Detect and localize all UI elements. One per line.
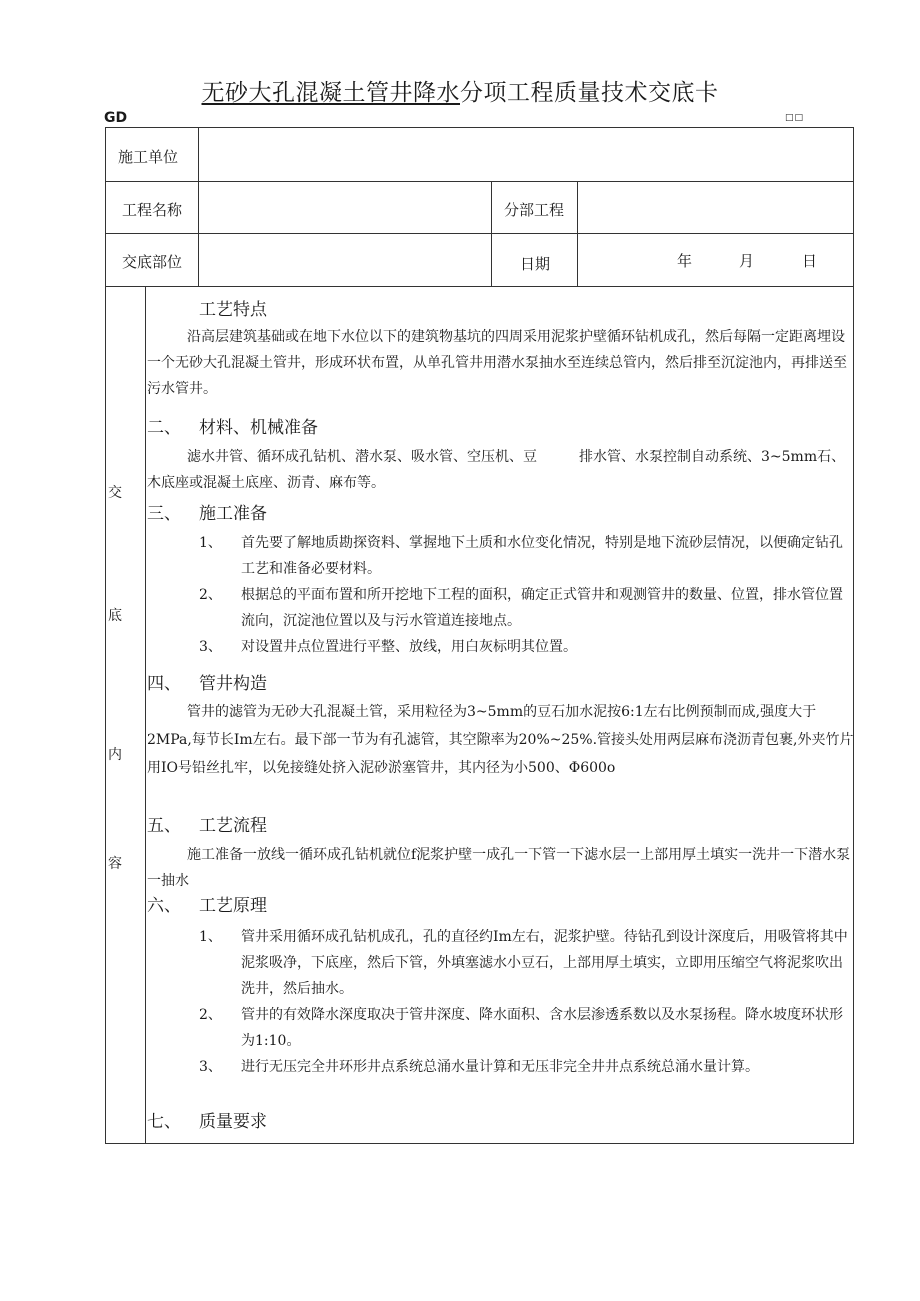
- row-divider: [105, 181, 854, 182]
- section-heading: 四、 管井构造: [147, 674, 267, 694]
- project-name-label: 工程名称: [122, 201, 183, 219]
- title-underlined-part: 无砂大孔混凝土管井降水: [201, 80, 460, 106]
- section-text: 管井的滤管为无砂大孔混凝土管，采用粒径为3~5mm的豆石加水泥按6:1左右比例预制而成,强度大于2MPa,每节长Im左右。最下部一节为有孔滤管，其空隙率为20%~25%.管接头处用两层麻布浇沥青包裹,外夹竹片用IO号铅丝扎牢，以免接缝处挤入泥砂淤塞管井，其内径为小500、Φ600o: [147, 704, 854, 776]
- section-heading: 三、 施工准备: [147, 504, 267, 524]
- col-divider: [198, 127, 199, 286]
- section-heading: 工艺特点: [199, 300, 267, 320]
- section-4: [147, 670, 855, 782]
- section-text: 沿高层建筑基础或在地下水位以下的建筑物基坑的四周采用泥浆护壁循环钻机成孔，然后每隔一定距离埋设一个无砂大孔混凝土管井，形成环状布置，从单孔管井用潜水泵抽水至连续总管内，然后排至沉淀池内，再排送至污水管井。: [147, 329, 847, 397]
- section-5: [147, 812, 855, 894]
- col-divider: [145, 286, 146, 1144]
- corner-mark: □□: [785, 113, 805, 123]
- col-divider: [491, 181, 492, 286]
- section-text: 滤水井管、循环成孔钻机、潜水泵、吸水管、空压机、豆 排水管、水泵控制自动系统、3~5mm石、木底座或混凝土底座、沥青、麻布等。: [147, 449, 846, 491]
- side-label-char: 内: [108, 747, 122, 763]
- row-divider: [105, 286, 854, 287]
- col-divider: [577, 181, 578, 286]
- section-7: [147, 1108, 855, 1136]
- section-3: [147, 500, 855, 660]
- list-item: 3、 对设置井点位置进行平整、放线，用白灰标明其位置。: [199, 639, 577, 655]
- date-month: 月: [739, 252, 755, 270]
- date-year: 年: [677, 252, 693, 270]
- side-label-char: 底: [108, 608, 122, 624]
- document-title: [0, 74, 920, 107]
- section-heading: 五、 工艺流程: [147, 816, 267, 836]
- content-area: [147, 296, 855, 1136]
- list-item: 2、 管井的有效降水深度取决于管井深度、降水面积、含水层渗透系数以及水泵扬程。降水坡度环状形为1:10。: [199, 1007, 843, 1049]
- division-label: 分部工程: [504, 201, 565, 219]
- section-2: [147, 414, 855, 496]
- title-rest: 分项工程质量技术交底卡: [460, 80, 719, 106]
- list-item: 3、 进行无压完全井环形井点系统总涌水量计算和无压非完全井井点系统总涌水量计算。: [199, 1059, 759, 1075]
- side-label-char: 交: [108, 485, 122, 501]
- section-heading: 六、 工艺原理: [147, 896, 267, 916]
- form-code: GD: [104, 110, 128, 126]
- section-heading: 二、 材料、机械准备: [147, 418, 318, 438]
- date-label: 日期: [520, 255, 551, 273]
- list-item: 1、 首先要了解地质勘探资料、掌握地下土质和水位变化情况，特别是地下流砂层情况，以便确定钻孔工艺和准备必要材料。: [199, 535, 843, 577]
- side-label-char: 容: [108, 856, 122, 872]
- section-6: [147, 894, 855, 1080]
- row-divider: [105, 233, 854, 234]
- unit-label: 施工单位: [118, 148, 179, 166]
- list-item: 1、 管井采用循环成孔钻机成孔，孔的直径约Im左右，泥浆护壁。待钻孔到设计深度后，用吸管将其中泥浆吸净，下底座，然后下管，外填塞滤水小豆石，上部用厚土填实，立即用压缩空气将泥浆吹出洗井，然后抽水。: [199, 929, 848, 997]
- section-heading: 七、 质量要求: [147, 1112, 267, 1132]
- section-text: 施工准备一放线一循环成孔钻机就位f泥浆护壁一成孔一下管一下滤水层一上部用厚土填实一洗井一下潜水泵一抽水: [147, 847, 851, 889]
- date-day: 日: [802, 252, 818, 270]
- location-label: 交底部位: [122, 253, 183, 271]
- list-item: 2、 根据总的平面布置和所开挖地下工程的面积，确定正式管井和观测管井的数量、位置，排水管位置流向，沉淀池位置以及与污水管道连接地点。: [199, 587, 843, 629]
- section-1: [147, 296, 855, 402]
